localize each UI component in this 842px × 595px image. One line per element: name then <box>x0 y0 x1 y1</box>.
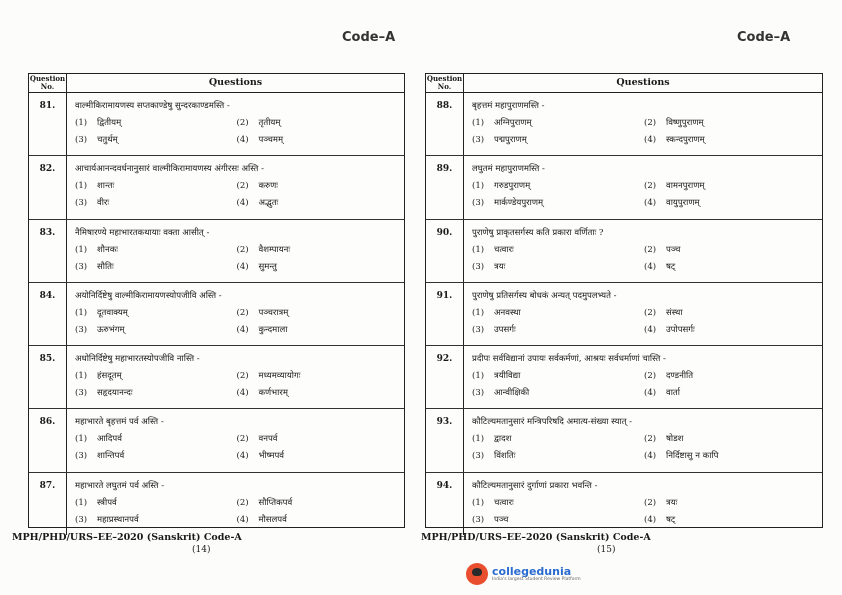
option-number: (1) <box>75 307 88 318</box>
option <box>472 261 644 273</box>
options-grid <box>75 117 398 146</box>
option <box>237 134 399 146</box>
question-body <box>464 220 822 282</box>
option <box>75 497 237 509</box>
option-text: तृतीयम् <box>258 118 281 128</box>
option-number: (4) <box>644 198 657 209</box>
option-number: (4) <box>236 261 249 272</box>
option-number: (2) <box>236 497 249 508</box>
option <box>75 117 237 129</box>
question-body <box>464 473 822 535</box>
question-table <box>28 73 405 528</box>
question-text: नैमिषारण्ये महाभारतकथायाः वक्ता आसीत् - <box>75 227 210 238</box>
option-text: कर्णभारम् <box>258 388 288 399</box>
option-text: मौसलपर्व <box>258 514 287 525</box>
question-text: महाभारते बृहत्तमं पर्व अस्ति - <box>75 417 164 428</box>
option-text: अद्भुतः <box>258 198 279 209</box>
question-number: 86. <box>29 409 67 471</box>
option-number: (3) <box>75 198 88 209</box>
option-text: ऊरुभंगम् <box>97 324 125 335</box>
question-number: 83. <box>29 220 67 282</box>
header-question-no: Question No. <box>29 74 66 91</box>
options-grid <box>75 370 398 399</box>
option-number: (3) <box>472 261 485 272</box>
option-number: (1) <box>472 244 485 255</box>
option <box>75 244 237 256</box>
logo-name: collegedunia <box>492 564 572 578</box>
option-text: पञ्च <box>666 244 681 255</box>
option-number: (2) <box>236 434 249 445</box>
options-grid <box>472 433 816 462</box>
option-text: महाप्रस्थानपर्व <box>97 514 139 525</box>
option-text: मार्कण्डेयपुराणम् <box>494 198 544 209</box>
option <box>237 261 399 273</box>
table-header <box>29 74 404 93</box>
question-number: 81. <box>29 93 67 155</box>
option-text: हंसदूतम् <box>97 371 122 382</box>
option-number: (3) <box>472 324 485 335</box>
option <box>75 307 237 319</box>
option <box>472 324 644 336</box>
option <box>472 307 644 319</box>
option-text: दण्डनीति <box>666 371 694 382</box>
option <box>75 134 237 146</box>
option-number: (3) <box>472 514 485 525</box>
option-number: (4) <box>236 135 249 145</box>
option <box>644 433 816 445</box>
option-number: (3) <box>75 514 88 525</box>
question-body <box>464 156 822 218</box>
option-text: स्कन्दपुराणम् <box>666 135 705 145</box>
option <box>237 244 399 256</box>
question-row <box>29 283 404 346</box>
option-number: (1) <box>472 181 485 192</box>
option <box>237 307 399 319</box>
options-grid <box>472 307 816 336</box>
option-text: उपसर्गः <box>494 324 516 335</box>
option <box>644 450 816 462</box>
option <box>75 514 237 526</box>
option <box>644 261 816 273</box>
option-number: (4) <box>236 388 249 399</box>
question-row <box>426 473 822 535</box>
logo-mascot-icon <box>466 563 488 585</box>
question-body <box>67 156 404 218</box>
option <box>75 370 237 382</box>
option <box>237 450 399 462</box>
option <box>644 497 816 509</box>
options-grid <box>472 370 816 399</box>
option-number: (2) <box>236 244 249 255</box>
option <box>472 244 644 256</box>
option <box>75 433 237 445</box>
option-text: सौतिः <box>97 261 114 272</box>
option-text: पञ्च <box>494 514 509 525</box>
question-row <box>426 93 822 156</box>
option <box>472 514 644 526</box>
option-text: वायुपुराणम् <box>666 198 700 209</box>
option-text: अग्निपुराणम् <box>494 118 532 128</box>
option-text: वामनपुराणम् <box>666 181 705 192</box>
option-text: भीष्मपर्व <box>258 451 285 462</box>
option-text: वार्ता <box>666 388 680 399</box>
option-text: चत्वारः <box>494 497 514 508</box>
header-questions: Questions <box>208 77 263 88</box>
option-number: (4) <box>236 198 249 209</box>
options-grid <box>472 117 816 146</box>
option-text: विष्णुपुराणम् <box>666 118 704 128</box>
option <box>237 117 399 129</box>
question-number: 92. <box>426 346 464 408</box>
question-number: 85. <box>29 346 67 408</box>
option-number: (3) <box>75 135 88 145</box>
option-text: द्वितीयम् <box>97 118 122 128</box>
option-number: (1) <box>472 307 485 318</box>
question-body <box>67 220 404 282</box>
option-text: विंशतिः <box>494 451 516 462</box>
option-number: (4) <box>644 135 657 145</box>
question-text: महाभारते लघुतमं पर्व अस्ति - <box>75 480 165 491</box>
option <box>237 324 399 336</box>
page-footer: MPH/PHD/URS–EE–2020 (Sanskrit) Code-A <box>421 532 651 543</box>
option <box>237 370 399 382</box>
question-text: कौटिल्यमतानुसारं दुर्गाणां प्रकारा भवन्ति - <box>472 480 598 491</box>
option-number: (1) <box>75 244 88 255</box>
option-number: (4) <box>644 514 657 525</box>
option-number: (2) <box>644 497 657 508</box>
option <box>75 324 237 336</box>
question-row <box>426 409 822 472</box>
option-text: पद्मपुराणम् <box>494 135 527 145</box>
option <box>472 134 644 146</box>
page-footer: MPH/PHD/URS–EE–2020 (Sanskrit) Code-A <box>12 532 242 543</box>
header-question-no: Question No. <box>426 74 463 91</box>
option <box>472 370 644 382</box>
option <box>472 387 644 399</box>
option-number: (4) <box>644 451 657 462</box>
question-row <box>426 346 822 409</box>
question-row <box>426 156 822 219</box>
option-text: शान्तिपर्व <box>97 451 125 462</box>
option <box>644 370 816 382</box>
option <box>472 450 644 462</box>
option <box>237 180 399 192</box>
options-grid <box>75 307 398 336</box>
option <box>472 180 644 192</box>
option-number: (3) <box>472 388 485 399</box>
options-grid <box>472 244 816 273</box>
option-text: कुन्दमाला <box>258 324 288 335</box>
options-grid <box>75 497 398 526</box>
question-row <box>29 93 404 156</box>
option <box>75 261 237 273</box>
option-text: सुमन्तु <box>258 261 277 272</box>
question-text: पुराणेषु प्रतिसर्गस्य बोधकं अन्यत् पदमुपलभ्यते - <box>472 290 617 301</box>
option-number: (3) <box>472 135 485 145</box>
option-number: (1) <box>472 118 485 128</box>
option-text: उपोपसर्गः <box>666 324 695 335</box>
option-text: करुणः <box>258 181 278 192</box>
option-text: मध्यमव्यायोगः <box>258 371 301 382</box>
code-label: Code–A <box>342 30 396 45</box>
options-grid <box>75 433 398 462</box>
question-number: 90. <box>426 220 464 282</box>
option-number: (2) <box>236 118 249 128</box>
option-number: (1) <box>472 434 485 445</box>
question-row <box>29 220 404 283</box>
question-number: 93. <box>426 409 464 471</box>
question-text: पुराणेषु प्राकृतसर्गस्य कति प्रकारा वर्णिताः ? <box>472 227 604 238</box>
option-text: गरुडपुराणम् <box>494 181 531 192</box>
option-number: (2) <box>644 307 657 318</box>
option <box>644 514 816 526</box>
option <box>75 387 237 399</box>
option-number: (2) <box>236 307 249 318</box>
question-body <box>464 409 822 471</box>
question-row <box>426 283 822 346</box>
option-number: (3) <box>472 451 485 462</box>
option-number: (4) <box>236 324 249 335</box>
option <box>237 514 399 526</box>
question-body <box>464 93 822 155</box>
option <box>644 117 816 129</box>
option-text: निर्दिष्टासु न कापि <box>666 451 719 462</box>
option <box>644 387 816 399</box>
question-number: 94. <box>426 473 464 535</box>
option-number: (1) <box>75 434 88 445</box>
option-text: आन्वीक्षिकी <box>494 388 530 399</box>
option-number: (4) <box>644 324 657 335</box>
option-text: संस्था <box>666 307 683 318</box>
option-number: (2) <box>644 244 657 255</box>
option-number: (3) <box>75 451 88 462</box>
option-number: (3) <box>472 198 485 209</box>
option-number: (4) <box>644 261 657 272</box>
option-text: षोडश <box>666 434 684 445</box>
option <box>472 433 644 445</box>
option-text: सहृदयानन्दः <box>97 388 133 399</box>
option-text: त्रयीविद्या <box>494 371 521 382</box>
option-text: द्वादश <box>494 434 512 445</box>
option <box>644 197 816 209</box>
option-number: (1) <box>75 118 88 128</box>
option-number: (2) <box>236 181 249 192</box>
logo-tagline: India's largest Student Review Platform <box>492 576 581 582</box>
option-number: (4) <box>236 451 249 462</box>
option-text: पञ्चरात्रम् <box>258 307 289 318</box>
question-body <box>67 346 404 408</box>
page-number: (14) <box>192 545 211 555</box>
question-row <box>29 473 404 535</box>
option <box>237 497 399 509</box>
question-number: 87. <box>29 473 67 535</box>
option-number: (4) <box>644 388 657 399</box>
option <box>644 324 816 336</box>
option-text: त्रयः <box>494 261 506 272</box>
option-number: (1) <box>75 497 88 508</box>
option <box>644 307 816 319</box>
option-number: (1) <box>75 181 88 192</box>
option-number: (1) <box>472 497 485 508</box>
option <box>644 180 816 192</box>
option <box>75 450 237 462</box>
option-text: शौनकः <box>97 244 118 255</box>
question-row <box>29 346 404 409</box>
question-body <box>67 283 404 345</box>
question-number: 88. <box>426 93 464 155</box>
table-header <box>426 74 822 93</box>
collegedunia-logo <box>466 563 581 585</box>
option-text: सौप्तिकपर्व <box>258 497 293 508</box>
question-body <box>464 346 822 408</box>
option-text: दूतवाक्यम् <box>97 307 128 318</box>
option-text: त्रयः <box>666 497 678 508</box>
option <box>75 180 237 192</box>
question-text: अयोनिर्दिष्टेषु वाल्मीकिरामायणस्योपजीवि अस्ति - <box>75 290 222 301</box>
option-number: (2) <box>644 118 657 128</box>
question-text: कौटिल्यमतानुसारं मन्त्रिपरिषदि अमात्य-संख्या स्यात् - <box>472 417 633 428</box>
question-body <box>464 283 822 345</box>
question-text: आचार्यआनन्दवर्धनानुसारं वाल्मीकिरामायणस्य अंगीरसः अस्ति - <box>75 164 264 175</box>
option-text: अनवस्था <box>494 307 521 318</box>
question-text: प्रदीपः सर्वविद्यानां उपायः सर्वकर्मणां, आश्रयः सर्वधर्माणां चास्ति - <box>472 354 666 365</box>
option-text: वनपर्व <box>258 434 278 445</box>
header-questions: Questions <box>616 77 670 88</box>
question-body <box>67 409 404 471</box>
option-text: शान्तः <box>97 181 115 192</box>
options-grid <box>75 180 398 209</box>
question-body <box>67 93 404 155</box>
page-number: (15) <box>597 545 616 555</box>
option-number: (4) <box>236 514 249 525</box>
options-grid <box>472 497 816 526</box>
option <box>644 134 816 146</box>
option-number: (2) <box>644 434 657 445</box>
options-grid <box>75 244 398 273</box>
code-label: Code–A <box>737 30 791 45</box>
question-table <box>425 73 823 528</box>
option-text: पञ्चमम् <box>258 135 284 145</box>
question-number: 89. <box>426 156 464 218</box>
option <box>75 197 237 209</box>
option-text: षट् <box>666 261 676 272</box>
option-text: स्त्रीपर्व <box>97 497 117 508</box>
option <box>472 497 644 509</box>
option-number: (1) <box>472 371 485 382</box>
question-text: लघुतमं महापुराणमस्ति - <box>472 164 545 175</box>
option-number: (2) <box>236 371 249 382</box>
option-text: आदिपर्व <box>97 434 122 445</box>
option <box>237 197 399 209</box>
options-grid <box>472 180 816 209</box>
option-text: चतुर्थम् <box>97 135 118 145</box>
question-text: वाल्मीकिरामायणस्य सप्तकाण्डेषु सुन्दरकाण्डमस्ति - <box>75 101 230 111</box>
question-number: 84. <box>29 283 67 345</box>
option <box>472 197 644 209</box>
option <box>644 244 816 256</box>
option-text: वीरः <box>97 198 110 209</box>
option-text: षट् <box>666 514 676 525</box>
question-number: 82. <box>29 156 67 218</box>
question-row <box>426 220 822 283</box>
option-number: (3) <box>75 261 88 272</box>
question-text: बृहत्तमं महापुराणमस्ति - <box>472 101 545 111</box>
right-page <box>421 0 842 595</box>
question-row <box>29 409 404 472</box>
option-number: (3) <box>75 324 88 335</box>
question-row <box>29 156 404 219</box>
option <box>237 387 399 399</box>
question-body <box>67 473 404 535</box>
option-text: वैशम्पायनः <box>258 244 291 255</box>
option-number: (3) <box>75 388 88 399</box>
option-number: (2) <box>644 371 657 382</box>
question-text: अधोनिर्दिष्टेषु महाभारतस्योपजीवि नास्ति - <box>75 354 200 365</box>
option-number: (2) <box>644 181 657 192</box>
option <box>472 117 644 129</box>
question-number: 91. <box>426 283 464 345</box>
option <box>237 433 399 445</box>
option-number: (1) <box>75 371 88 382</box>
option-text: चत्वारः <box>494 244 514 255</box>
